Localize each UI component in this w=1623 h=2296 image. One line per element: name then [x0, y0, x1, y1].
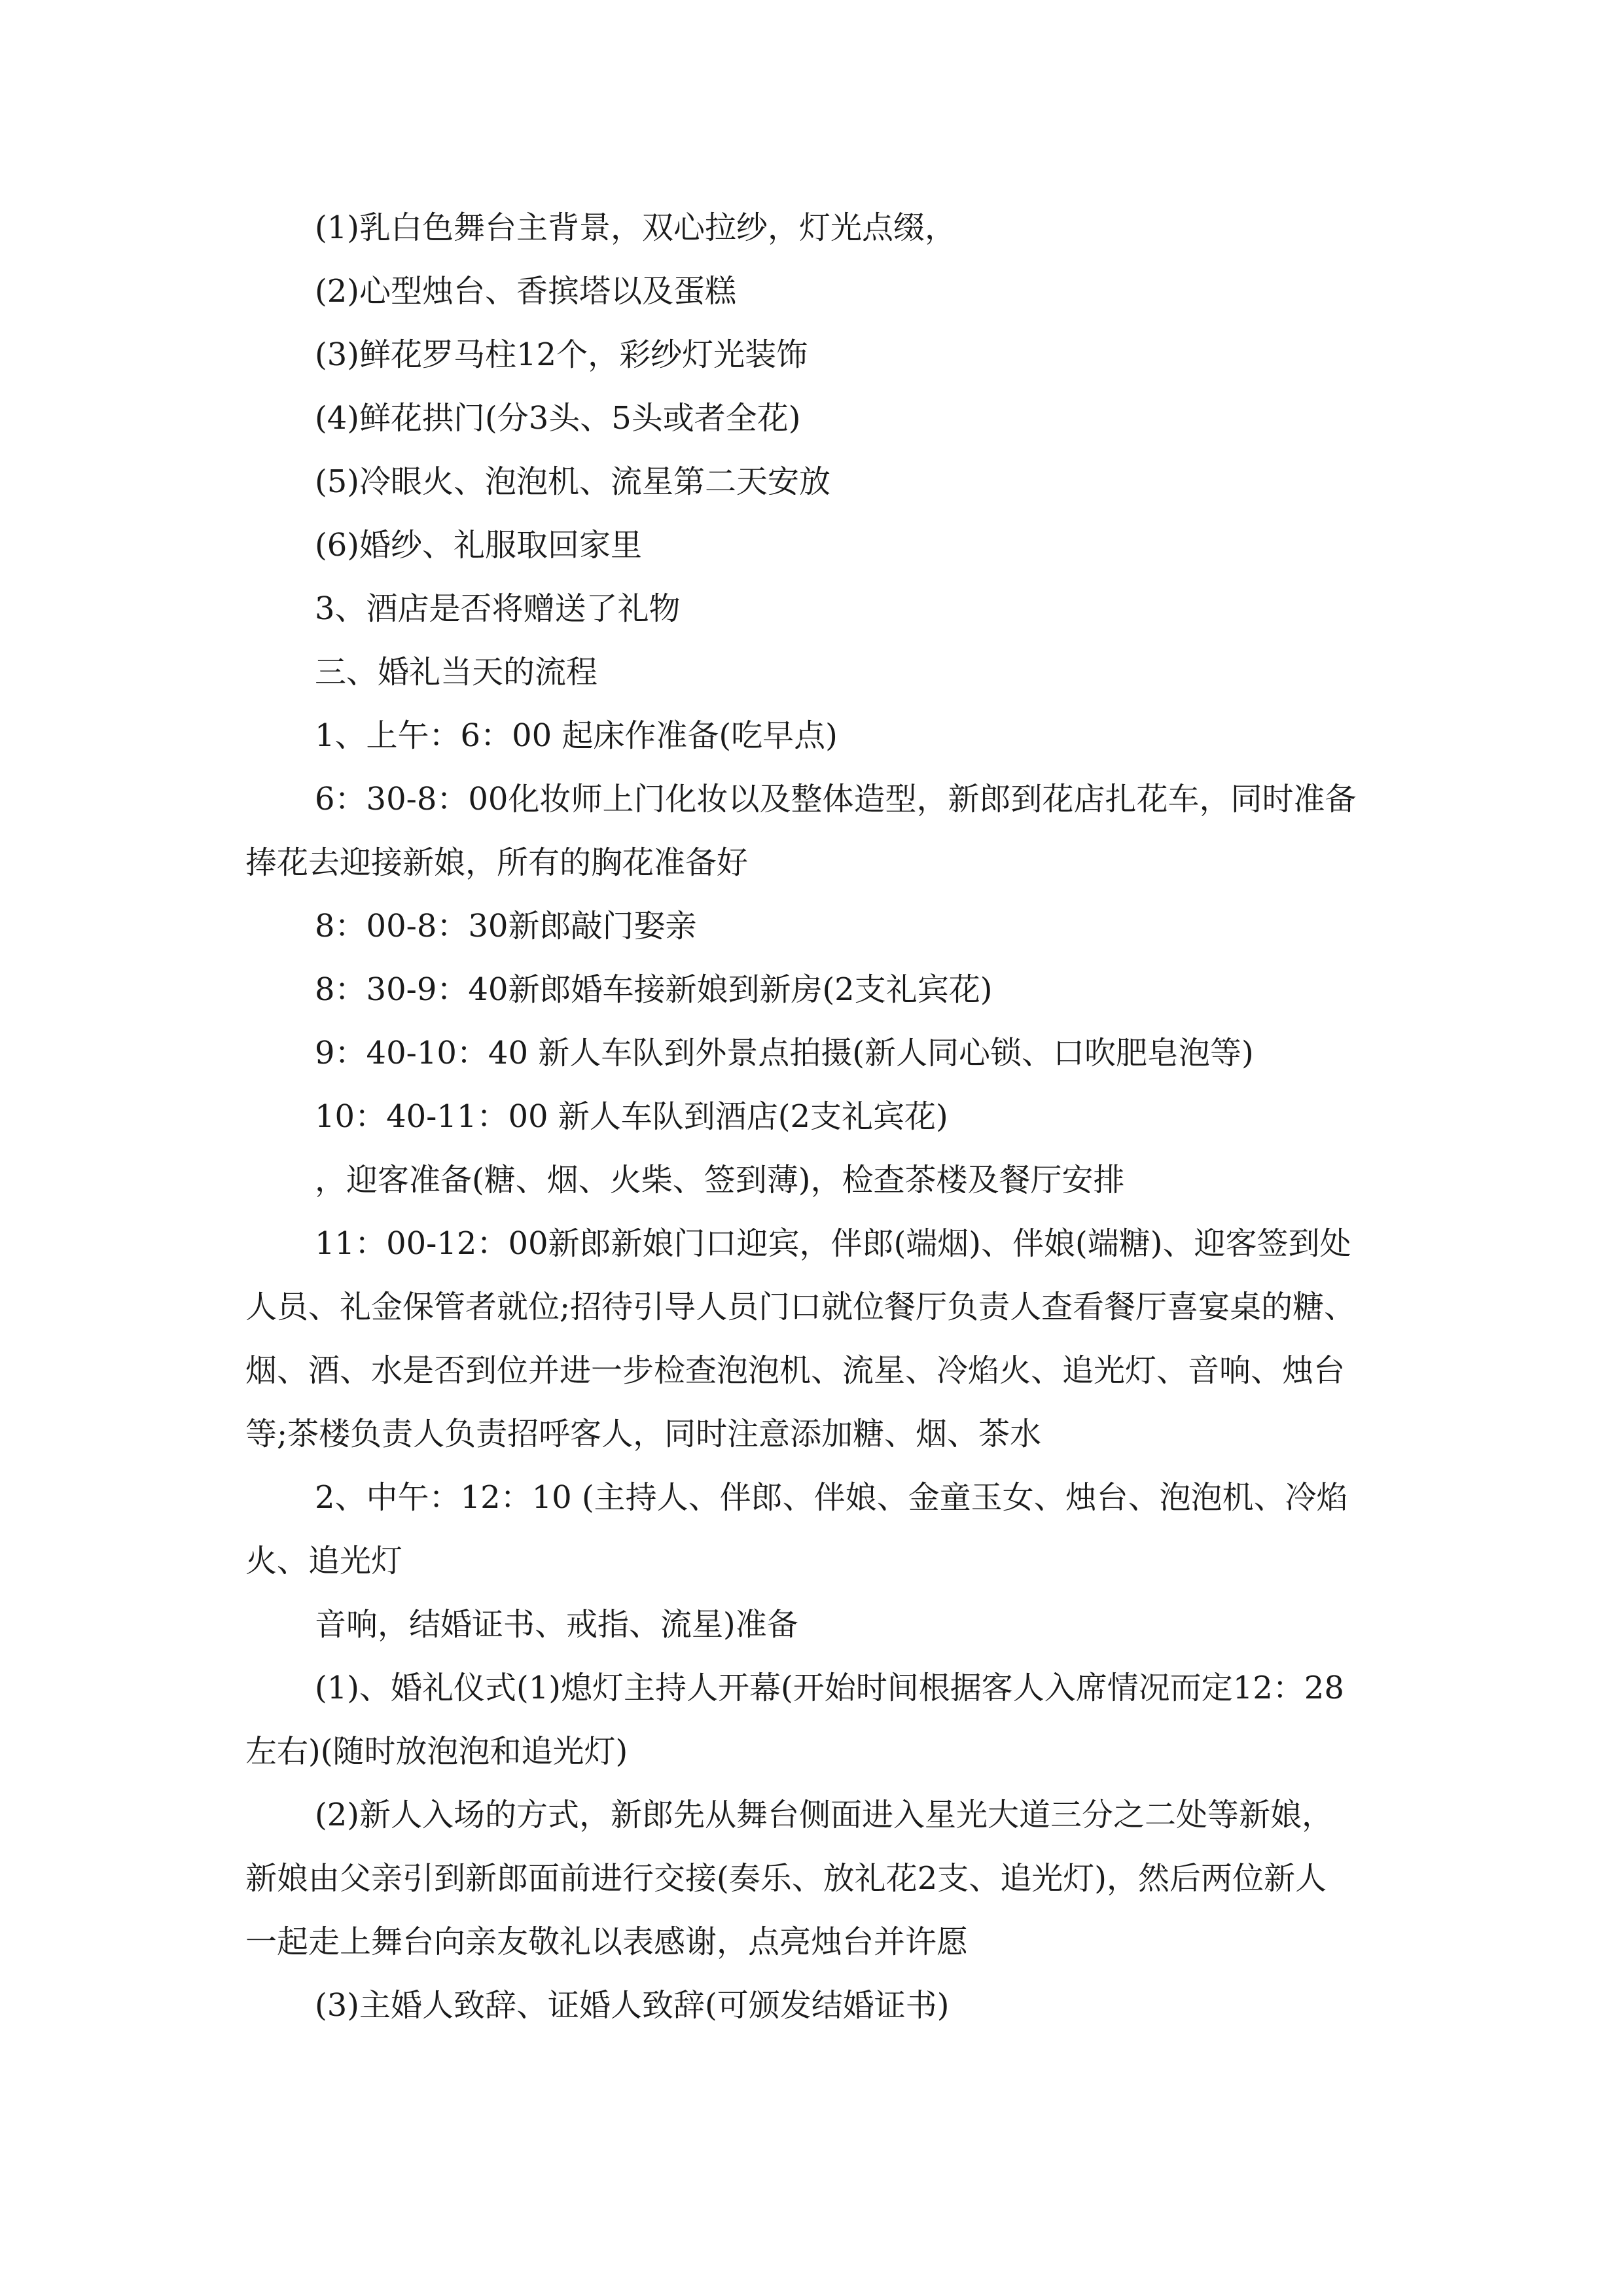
text-line: 10：40-11：00 新人车队到酒店(2支礼宾花): [315, 1098, 948, 1135]
text-line: ，迎客准备(糖、烟、火柴、签到薄)，检查茶楼及餐厅安排: [315, 1162, 1125, 1198]
paragraph: [245, 1149, 1397, 1212]
text-line: 8：30-9：40新郎婚车接新娘到新房(2支礼宾花): [315, 971, 993, 1008]
paragraph: [245, 895, 1397, 958]
text-line: 2、中午：12：10 (主持人、伴郎、伴娘、金童玉女、烛台、泡泡机、冷焰: [315, 1479, 1348, 1516]
paragraph: [245, 1784, 1397, 1974]
text-line: 火、追光灯: [245, 1543, 403, 1579]
document-body: [245, 196, 1397, 2037]
paragraph: [245, 768, 1397, 895]
text-line: 一起走上舞台向亲友敬礼以表感谢，点亮烛台并许愿: [245, 1924, 969, 1960]
paragraph: [245, 1657, 1397, 1784]
text-line: (1)乳白色舞台主背景，双心拉纱，灯光点缀，: [315, 209, 956, 246]
paragraph: [245, 704, 1397, 768]
text-line: 左右)(随时放泡泡和追光灯): [245, 1733, 628, 1770]
text-line: 新娘由父亲引到新郎面前进行交接(奏乐、放礼花2支、追光灯)，然后两位新人: [245, 1860, 1327, 1897]
text-line: (3)主婚人致辞、证婚人致辞(可颁发结婚证书): [315, 1987, 950, 2024]
text-line: 烟、酒、水是否到位并进一步检查泡泡机、流星、冷焰火、追光灯、音响、烛台: [245, 1352, 1346, 1389]
text-line: (3)鲜花罗马柱12个，彩纱灯光装饰: [315, 336, 808, 373]
paragraph: [245, 577, 1397, 641]
paragraph: [245, 260, 1397, 323]
text-line: 3、酒店是否将赠送了礼物: [315, 590, 681, 627]
text-line: 9：40-10：40 新人车队到外景点拍摄(新人同心锁、口吹肥皂泡等): [315, 1035, 1254, 1071]
paragraph: [245, 1212, 1397, 1466]
paragraph: [245, 323, 1397, 387]
text-line: (2)心型烛台、香摈塔以及蛋糕: [315, 273, 736, 310]
paragraph: [245, 1022, 1397, 1085]
text-line: (6)婚纱、礼服取回家里: [315, 527, 642, 564]
text-line: 三、婚礼当天的流程: [315, 654, 598, 691]
paragraph: [245, 387, 1397, 450]
text-line: 11：00-12：00新郎新娘门口迎宾，伴郎(端烟)、伴娘(端糖)、迎客签到处: [315, 1225, 1351, 1262]
paragraph: [245, 450, 1397, 514]
paragraph: [245, 1085, 1397, 1149]
text-line: (1)、婚礼仪式(1)熄灯主持人开幕(开始时间根据客人入席情况而定12：28: [315, 1670, 1344, 1706]
text-line: (5)冷眼火、泡泡机、流星第二天安放: [315, 463, 830, 500]
paragraph: [245, 1974, 1397, 2037]
paragraph: [245, 196, 1397, 260]
text-line: 捧花去迎接新娘，所有的胸花准备好: [245, 844, 749, 881]
text-line: 音响，结婚证书、戒指、流星)准备: [315, 1606, 798, 1643]
text-line: 人员、礼金保管者就位;招待引导人员门口就位餐厅负责人查看餐厅喜宴桌的糖、: [245, 1289, 1356, 1325]
text-line: 1、上午：6：00 起床作准备(吃早点): [315, 717, 838, 754]
paragraph: [245, 514, 1397, 577]
text-line: (4)鲜花拱门(分3头、5头或者全花): [315, 400, 801, 437]
paragraph: [245, 1466, 1397, 1593]
text-line: 8：00-8：30新郎敲门娶亲: [315, 908, 697, 944]
text-line: 等;茶楼负责人负责招呼客人，同时注意添加糖、烟、茶水: [245, 1416, 1042, 1452]
text-line: 6：30-8：00化妆师上门化妆以及整体造型，新郎到花店扎花车，同时准备: [315, 781, 1357, 817]
section-heading: [245, 641, 1397, 704]
text-line: (2)新人入场的方式，新郎先从舞台侧面进入星光大道三分之二处等新娘，: [315, 1797, 1333, 1833]
paragraph: [245, 958, 1397, 1022]
paragraph: [245, 1593, 1397, 1657]
